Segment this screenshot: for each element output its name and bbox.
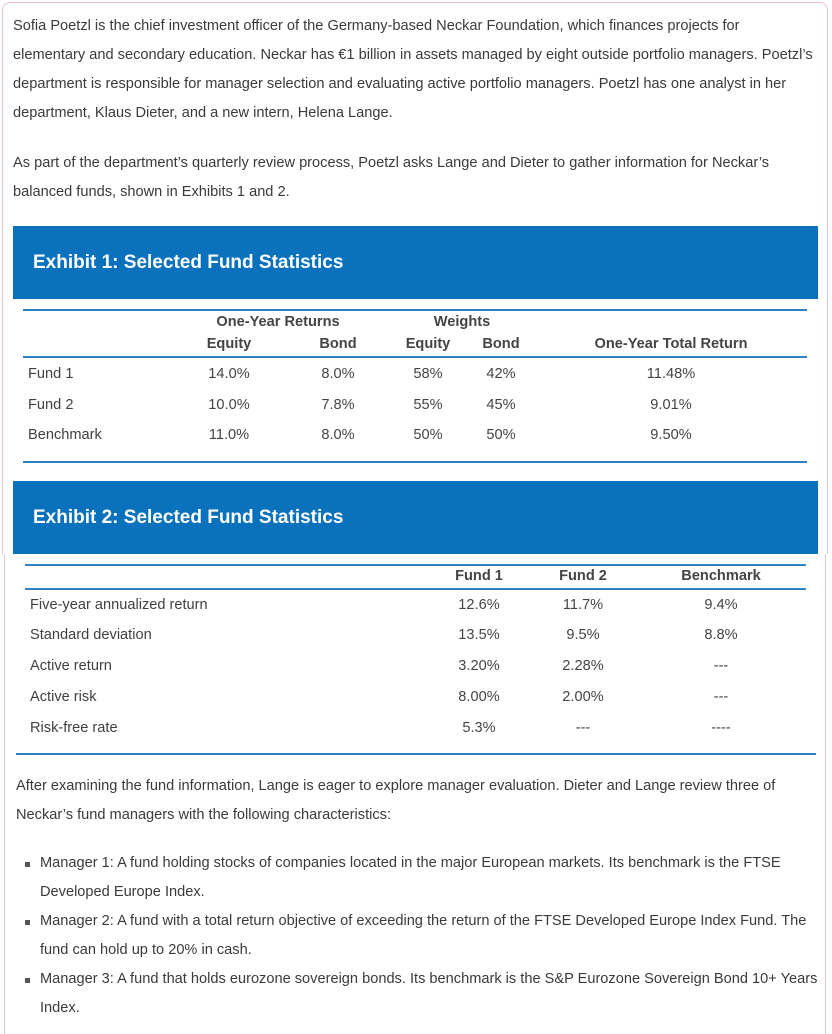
column-header: One-Year Total Return [594,336,748,352]
table-top-rule [23,309,807,311]
cell: --- [713,658,729,674]
cell: 12.6% [458,597,500,613]
manager-list [16,849,822,1023]
header-rule [25,588,806,590]
cell: 9.5% [566,627,600,643]
cell: 8.8% [704,627,738,643]
column-header: Bond [319,336,357,352]
row-label: Active return [30,658,112,674]
cell: 8.0% [321,427,355,443]
row-label: Fund 2 [28,397,74,413]
column-header: Equity [206,336,252,352]
cell: 13.5% [458,627,500,643]
cell: 3.20% [458,658,500,674]
manager-3-text: Manager 3: A fund that holds eurozone sovereign bonds. Its benchmark is the S&P Eurozone Sovereign Bond 10+ Years Index. [40,971,818,1016]
cell: 45% [486,397,516,413]
row-label: Five-year annualized return [30,597,208,613]
cell: 8.0% [321,366,355,382]
cell: 9.4% [704,597,738,613]
cell: 50% [413,427,443,443]
cell: 8.00% [458,689,500,705]
table-bottom-rule [23,461,807,463]
row-label: Benchmark [28,427,102,443]
followup-paragraph: After examining the fund information, Lange is eager to explore manager evaluation. Dieter and Lange review three of Neckar’s fund managers with the following characteristics: [16,778,776,823]
cell: 9.50% [650,427,692,443]
exhibit-2-title: Exhibit 2: Selected Fund Statistics [33,507,344,528]
cell: 9.01% [650,397,692,413]
bullet-square-icon [25,862,30,867]
bullet-square-icon [25,978,30,983]
cell: 58% [413,366,443,382]
column-header: Fund 2 [559,568,607,584]
row-label: Risk-free rate [30,720,118,736]
cell: 42% [486,366,516,382]
header-rule [23,356,807,358]
cell: --- [713,689,729,705]
column-header: Fund 1 [455,568,503,584]
intro-paragraph-2: As part of the department’s quarterly review process, Poetzl asks Lange and Dieter to gather information for Neckar’s balanced funds, shown in Exhibits 1 and 2. [13,155,770,200]
bullet-square-icon [25,920,30,925]
exhibit-1-header [13,226,818,299]
cell: ---- [711,720,731,736]
row-label: Active risk [30,689,97,705]
cell: 5.3% [462,720,496,736]
cell: --- [575,720,591,736]
cell: 7.8% [321,397,355,413]
manager-2-text: Manager 2: A fund with a total return objective of exceeding the return of the FTSE Developed Europe Index Fund. The fund can hold up to 20% in cash. [40,913,807,958]
cell: 50% [486,427,516,443]
list-item [16,965,822,1023]
list-item [16,849,822,907]
exhibit-2-header [13,481,818,554]
group-header-returns: One-Year Returns [216,314,340,330]
cell: 11.0% [208,427,250,443]
group-header-weights: Weights [433,314,491,330]
exhibit-1-title: Exhibit 1: Selected Fund Statistics [33,252,344,273]
cell: 14.0% [208,366,250,382]
cell: 55% [413,397,443,413]
row-label: Fund 1 [28,366,74,382]
column-header: Equity [405,336,451,352]
column-header: Bond [482,336,520,352]
row-label: Standard deviation [30,627,152,643]
manager-1-text: Manager 1: A fund holding stocks of companies located in the major European markets. Its benchmark is the FTSE Developed Europe Index. [40,855,781,900]
cell: 10.0% [208,397,250,413]
table-top-rule [25,564,806,566]
cell: 11.48% [646,366,696,382]
cell: 2.00% [562,689,604,705]
table-bottom-rule [16,753,816,755]
intro-paragraph-1: Sofia Poetzl is the chief investment officer of the Germany-based Neckar Foundation, which finances projects for elementary and secondary education. Neckar has €1 billion in assets managed by eight outside portfolio managers. Poetzl’s department is responsible for manager selection and evaluating active portfolio managers. Poetzl has one analyst in her department, Klaus Dieter, and a new intern, Helena Lange. [13,18,813,121]
column-header: Benchmark [681,568,761,584]
cell: 11.7% [562,597,604,613]
list-item [16,907,822,965]
cell: 2.28% [562,658,604,674]
